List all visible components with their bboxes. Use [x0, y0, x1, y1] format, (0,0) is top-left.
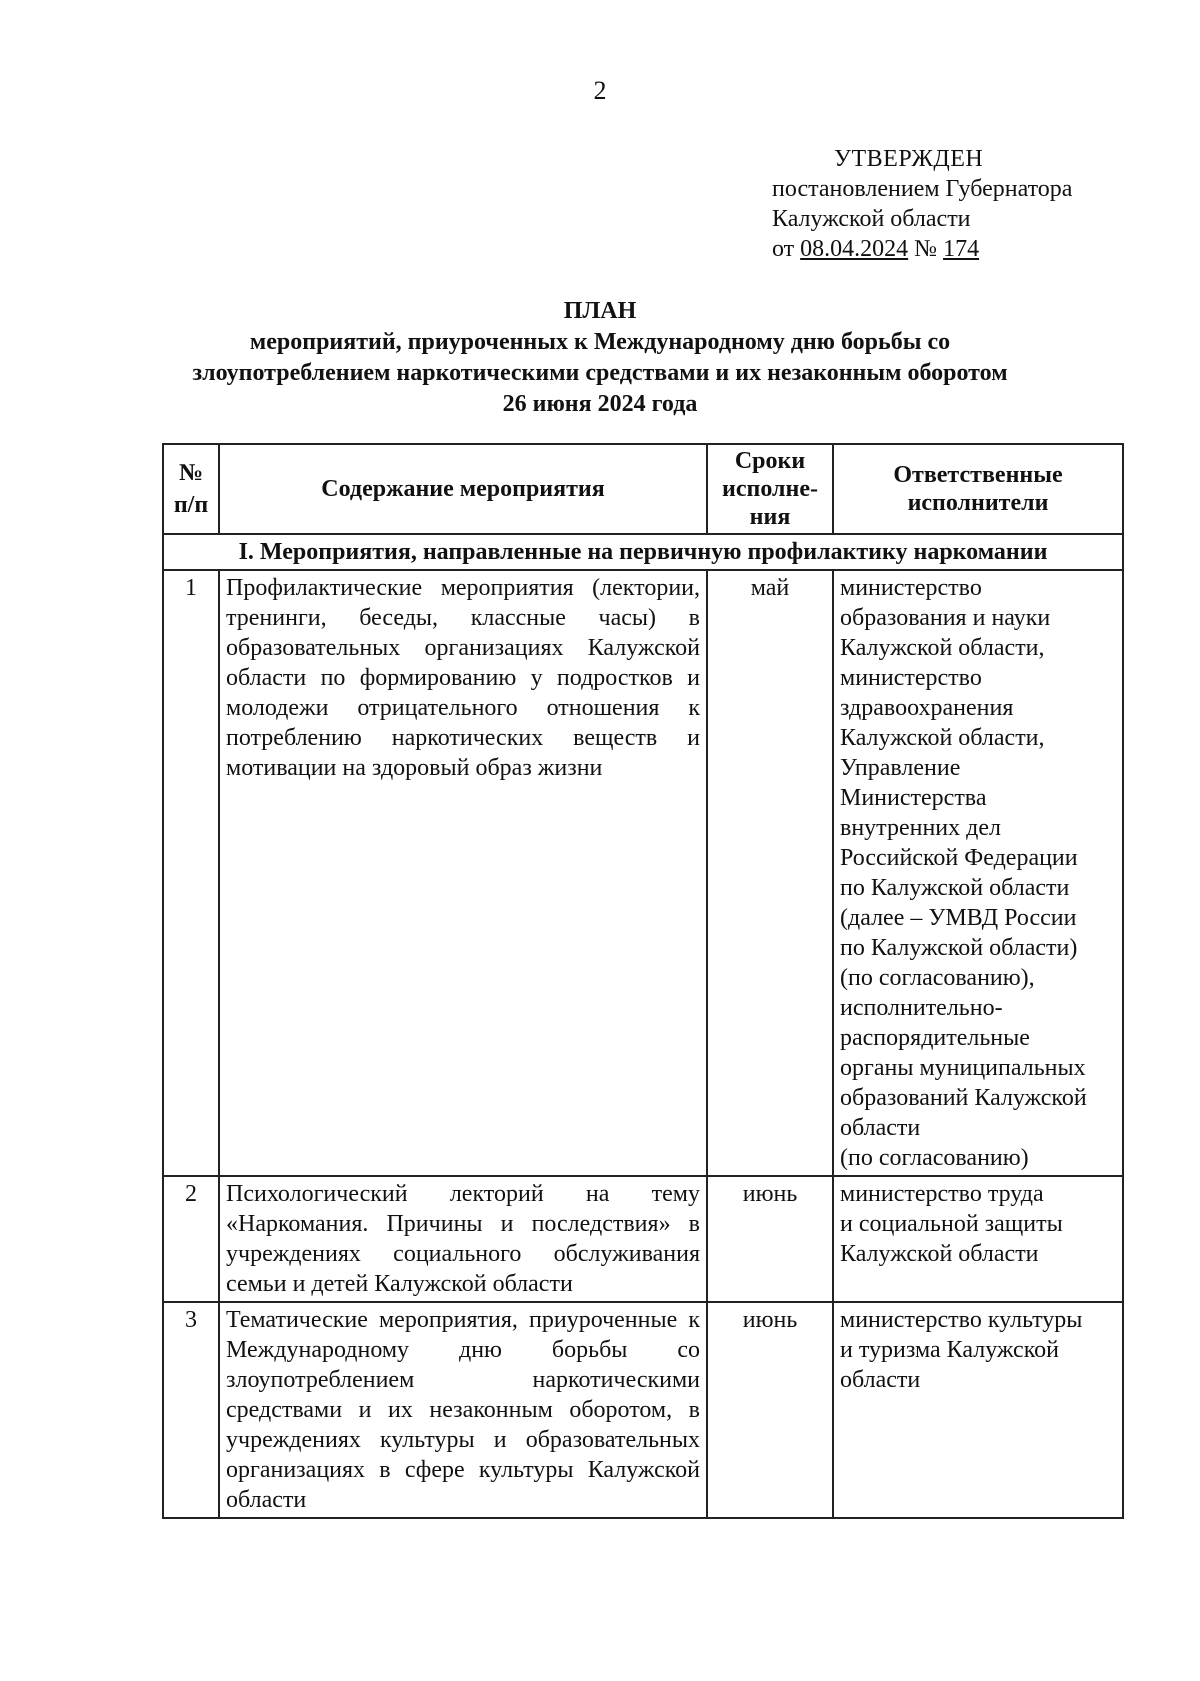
responsible-line: (по согласованию): [840, 1145, 1029, 1171]
responsible-line: по Калужской области: [840, 875, 1070, 901]
responsible-line: министерство труда: [840, 1181, 1044, 1207]
responsible-line: образования и науки: [840, 605, 1051, 631]
approval-number: 174: [943, 236, 980, 262]
responsible-line: по Калужской области): [840, 935, 1078, 961]
approval-line-2: Калужской области: [772, 206, 971, 232]
approval-date: 08.04.2024: [800, 236, 909, 262]
table-row: [163, 570, 1123, 1176]
row-content: Тематические мероприятия, приуроченные к Международному дню борьбы со злоупотреблением наркотическими средствами и их незаконным оборотом, в учреждениях культуры и образовательных организациях в сфере культуры Калужской области: [219, 1302, 707, 1518]
approval-number-sign: №: [914, 236, 938, 262]
row-number: 1: [163, 570, 219, 1176]
header-responsible: Ответственные исполнители: [833, 444, 1123, 534]
table-row: [163, 1176, 1123, 1302]
row-responsible: [833, 570, 1123, 1176]
responsible-line: и социальной защиты: [840, 1211, 1063, 1237]
document-subtitle-line-1: мероприятий, приуроченных к Международному дню борьбы со: [249, 329, 951, 355]
section-row: [163, 534, 1123, 570]
header-content: Содержание мероприятия: [219, 444, 707, 534]
row-responsible: [833, 1176, 1123, 1302]
responsible-line: Калужской области,: [840, 635, 1045, 661]
row-number: 2: [163, 1176, 219, 1302]
row-term: июнь: [707, 1302, 833, 1518]
approval-date-line: [772, 234, 1072, 264]
row-content: Профилактические мероприятия (лектории, тренинги, беседы, классные часы) в образовательных организациях Калужской области по формированию у подростков и молодежи отрицательного отношения к потреблению наркотических веществ и мотивации на здоровый образ жизни: [219, 570, 707, 1176]
responsible-line: образований Калужской: [840, 1085, 1087, 1111]
responsible-line: органы муниципальных: [840, 1055, 1086, 1081]
responsible-line: внутренних дел: [840, 815, 1001, 841]
approval-date-prefix: от: [772, 236, 795, 262]
responsible-line: Управление: [840, 755, 961, 781]
responsible-line: Министерства: [840, 785, 987, 811]
responsible-line: распорядительные: [840, 1025, 1030, 1051]
row-content: Психологический лекторий на тему «Наркомания. Причины и последствия» в учреждениях социального обслуживания семьи и детей Калужской области: [219, 1176, 707, 1302]
approval-title: УТВЕРЖДЕН: [834, 146, 984, 172]
row-number: 3: [163, 1302, 219, 1518]
row-term: май: [707, 570, 833, 1176]
responsible-line: здравоохранения: [840, 695, 1014, 721]
responsible-line: министерство: [840, 665, 982, 691]
table-row: [163, 1302, 1123, 1518]
responsible-line: (по согласованию),: [840, 965, 1035, 991]
responsible-line: и туризма Калужской: [840, 1337, 1059, 1363]
responsible-line: министерство: [840, 575, 982, 601]
approval-block: [772, 144, 1072, 264]
section-title: I. Мероприятия, направленные на первичную профилактику наркомании: [163, 534, 1123, 570]
responsible-line: министерство культуры: [840, 1307, 1083, 1333]
document-title-block: [0, 296, 1200, 420]
plan-table: [162, 443, 1124, 1519]
document-title: ПЛАН: [563, 298, 637, 324]
row-term: июнь: [707, 1176, 833, 1302]
approval-line-1: постановлением Губернатора: [772, 176, 1073, 202]
table-header-row: [163, 444, 1123, 534]
page-number: 2: [593, 76, 607, 105]
document-subtitle-line-2: злоупотреблением наркотическими средствами и их незаконным оборотом: [192, 360, 1008, 386]
header-term: Сроки исполне-ния: [707, 444, 833, 534]
responsible-line: области: [840, 1115, 921, 1141]
responsible-line: (далее – УМВД России: [840, 905, 1077, 931]
responsible-line: Калужской области,: [840, 725, 1045, 751]
responsible-line: исполнительно-: [840, 995, 1003, 1021]
header-number: № п/п: [163, 444, 219, 534]
document-subtitle-line-3: 26 июня 2024 года: [502, 391, 698, 417]
responsible-line: области: [840, 1367, 921, 1393]
responsible-line: Российской Федерации: [840, 845, 1078, 871]
responsible-line: Калужской области: [840, 1241, 1039, 1267]
row-responsible: [833, 1302, 1123, 1518]
